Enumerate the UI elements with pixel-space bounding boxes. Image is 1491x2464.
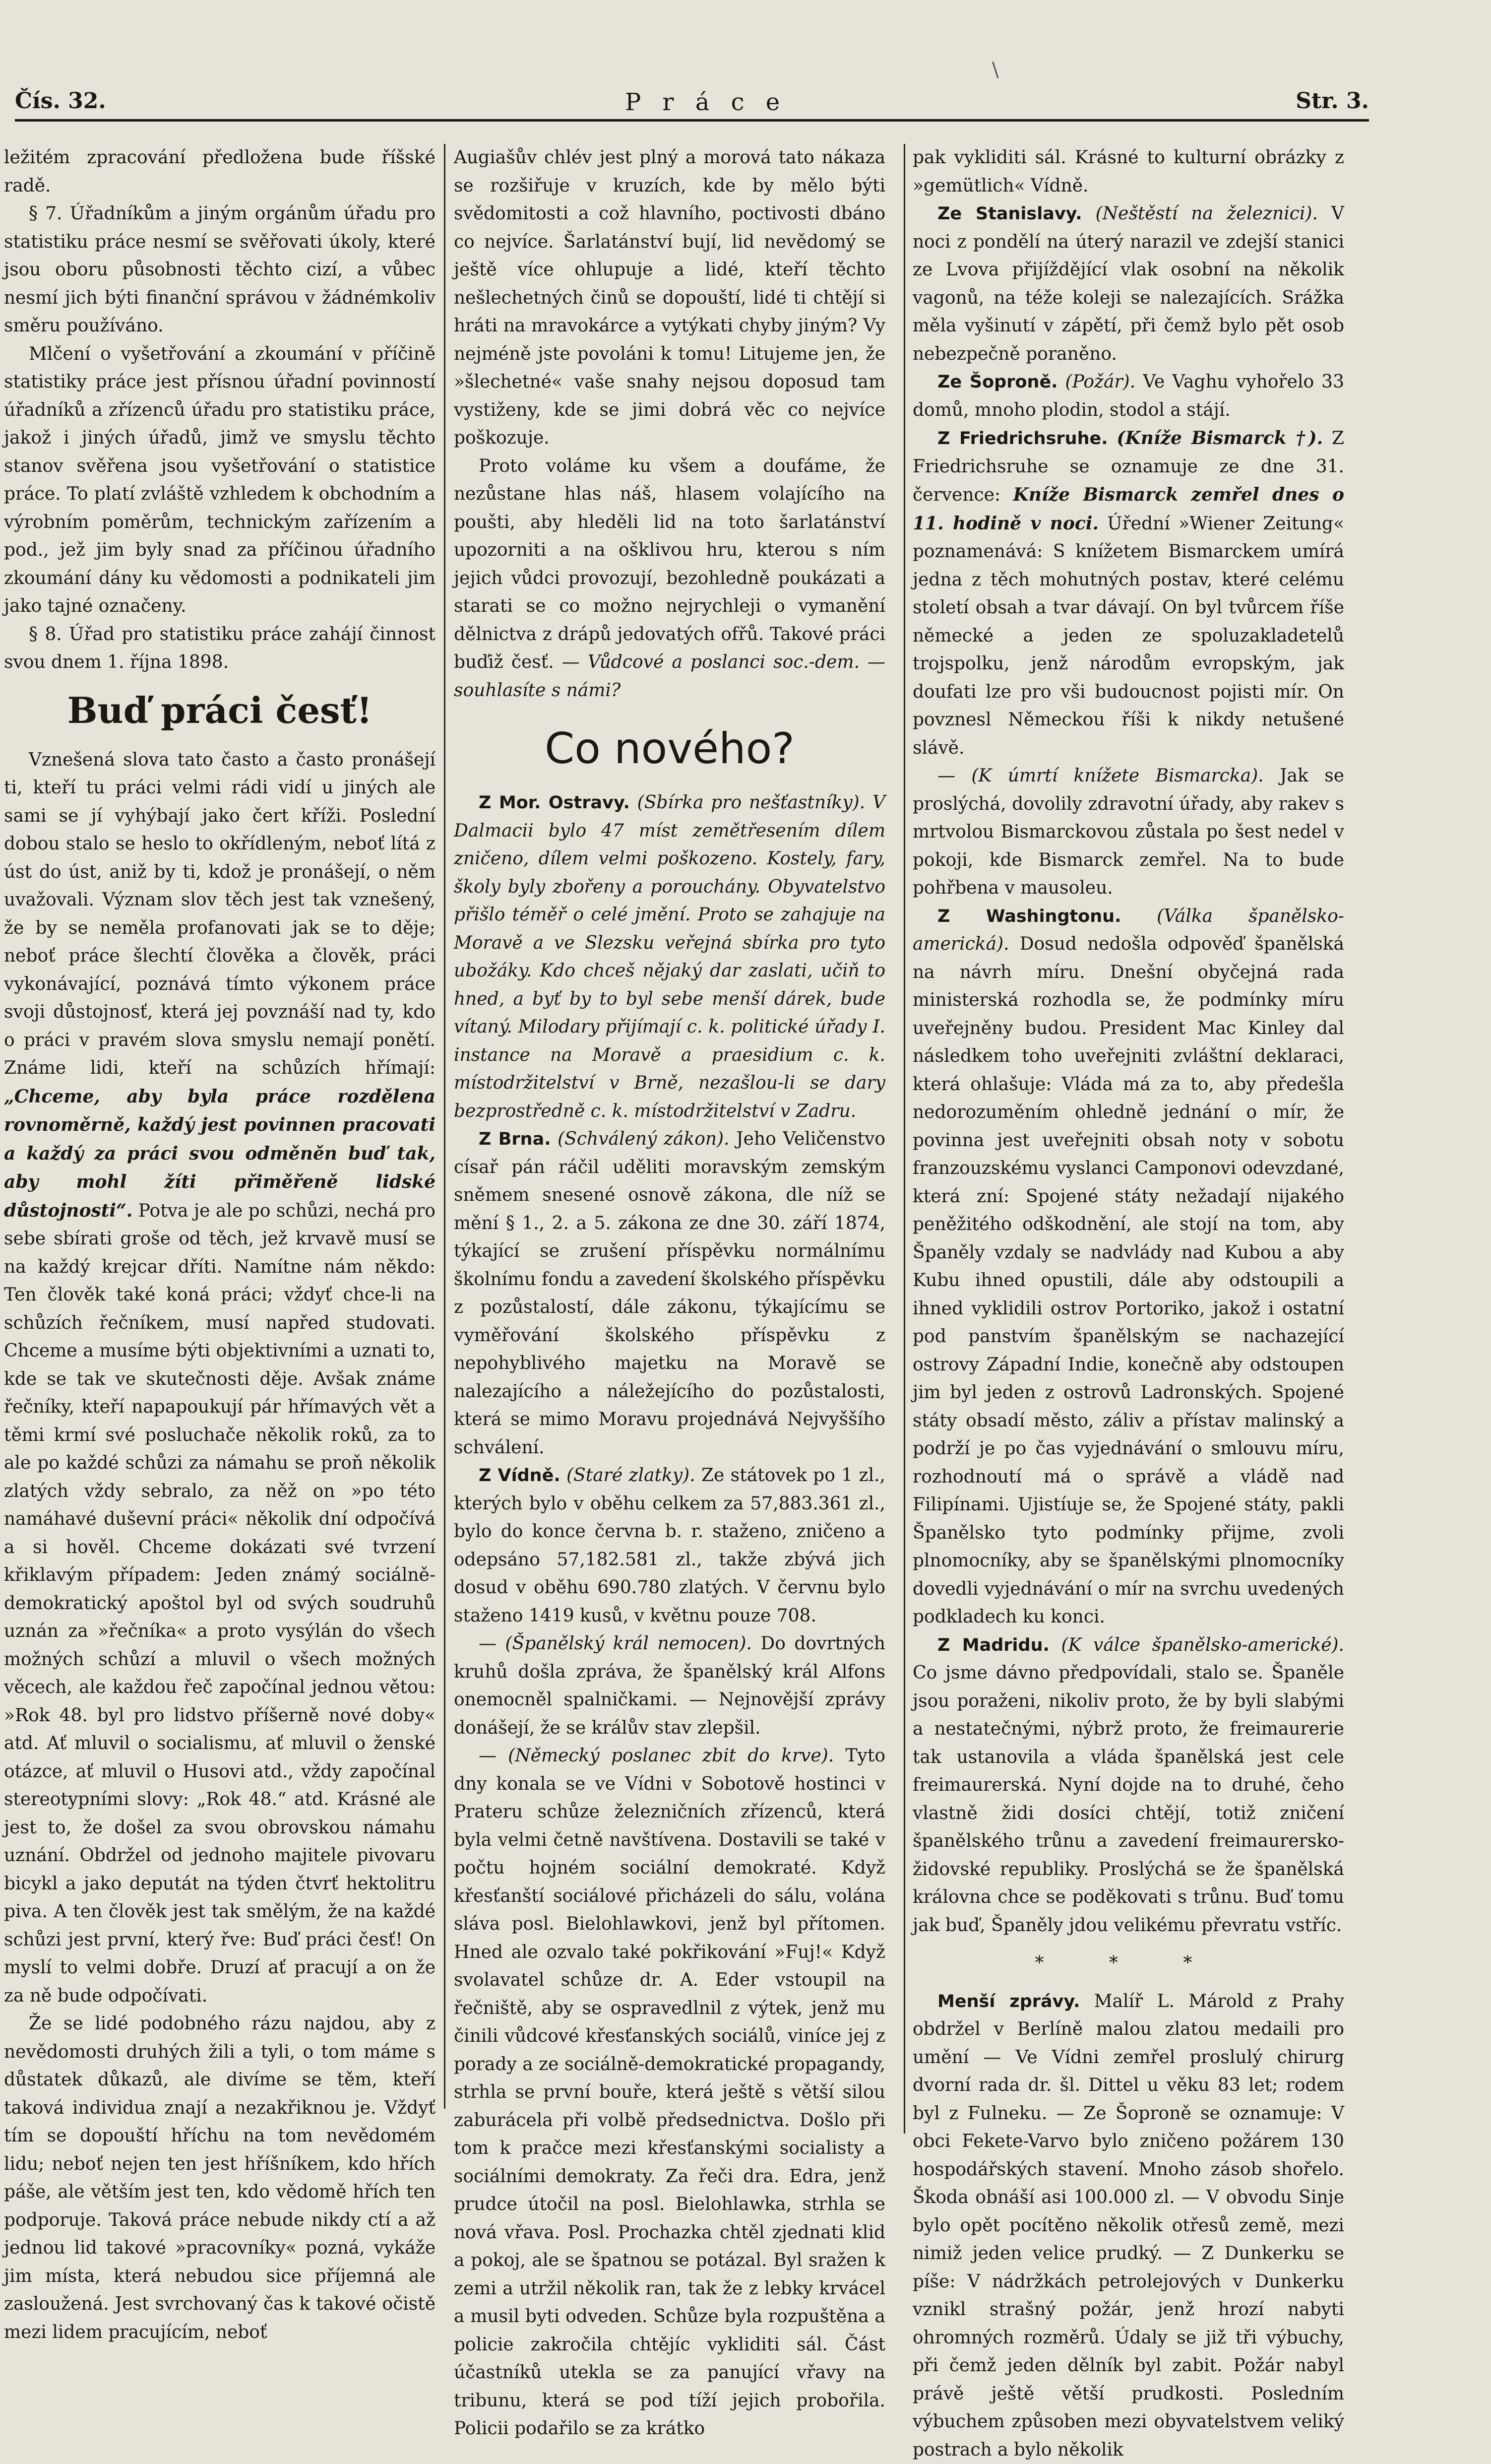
proto-text: Proto voláme ku všem a doufáme, že nezůstane hlas náš, hlasem volajícího na poušti, aby hleděli lid na toto šarlatánství upozorniti a na ošklivou hru, kterou s ním jejich vůdci provozují, bezohledně poukázati a starati se co možno nejrychleji o vymanění dělnictva z drápů jedovatých ofřů. Takové práci buďiž česť. —: [454, 456, 885, 673]
column-divider-1: [444, 144, 445, 2109]
news-spanish-king: [454, 1630, 885, 1742]
washington-text: Dosud nedošla odpověď španělská na návrh míru. Dnešní obyčejná rada ministerská rozhodla se, že podmínky míru uveřejněny budou. President Mac Kinley dal následkem toho uveřejniti zvláštní deklaraci, která ohlašuje: Vláda má za to, aby předešla nedorozuměním ohledně jednání o mír, že povinna jest uveřejniti obsah noty v sobotu franzouzskému vyslanci Camponovi odevzdané, která zní: Spojené státy nežadají nijakého peněžitého odškodnění, ale stojí na tom, aby Španěly vzdaly se nadvlády nad Kubou a aby Kubu ihned opustili, dále aby odstoupili a ihned vyklidili ostrov Portoriko, jakož i ostatní pod panstvím španělským se nachazející ostrovy Západní Indie, konečně aby odstoupen jim byl jeden z ostrovů Ladronských. Spojené státy obsadí město, záliv a přístav malinský a podrží je po čas vyjednávání o smlouvu míru, rozhodnoutí má o správě a vládě nad Filipínami. Ujistíuje se, že Spojené státy, pakli Španělsko tyto podmínky přijme, zvoli plnomocníky, aby se španělskými plnomocníky dovedli vyjednávání o mír na svrchu uvedených podkladech ku konci.: [913, 934, 1344, 1627]
vienna1-title: (Staré zlatky).: [566, 1465, 695, 1486]
article-paragraph-1: [4, 746, 435, 2010]
proto-closing: Vůdcové a poslanci soc.-dem. — souhlasíte s námi?: [454, 652, 885, 701]
minor-place: Menší zprávy.: [937, 1992, 1080, 2011]
news-stanislav: [913, 200, 1344, 368]
news-friedrichsruhe: [913, 424, 1344, 762]
ostrava-title: (Sbírka pro nešťastníky).: [637, 792, 866, 813]
king-text: Do dovrtných kruhů došla zpráva, že španělský král Alfons onemocněl spalničkami. — Nejnovější zprávy donášejí, že se králův stav zlepšil.: [454, 1633, 885, 1738]
section-8-paragraph: § 8. Úřad pro statistiku práce zahájí činnost svou dnem 1. října 1898.: [4, 621, 435, 677]
news-section-headline: Co nového?: [454, 721, 885, 776]
section-7-paragraph-b: Mlčení o vyšetřování a zkoumání v příčině statistiky práce jest přísnou úřadní povinností úřadníků a zřízenců úřadu pro statistiku práce, jakož i jiných úřadů, jimž ve smyslu těchto stanov svěřena jsou vyšetřování o statistice práce. To platí zvláště vzhledem k obchodním a výrobním poměrům, technickým zařízením a pod., jež jim byly snad za příčinou úřadního zkoumání dány ku vědomosti a podnikateli jim jako tajné označeny.: [4, 340, 435, 621]
friedrichsruhe-title: (Kníže Bismarck †).: [1117, 428, 1323, 449]
german-text: Tyto dny konala se ve Vídni v Sobotově hostinci v Prateru schůze železničních zřízenců, která byla velmi četně navštívena. Dostavili se také v počtu hojném sociální demokraté. Když křesťanští sociálové přicházeli do sálu, volána sláva posl. Bielohlawkovi, jenž byl přítomen. Hned ale ozvalo také pokřikování »Fuj!« Když svolavatel schůze dr. A. Eder vstoupil na řečniště, aby se ospravedlnil z výtek, jenž mu činili vůdcové křesťanských sociálů, viníce jej z porady a ze sociálně-demokratické propagandy, strhla se první bouře, která ještě s větší silou zaburácela při volbě předsednictva. Došlo při tom k pračce mezi křesťanskými socialisty a sociálními demokraty. Za řeči dra. Edra, jenž prudce útočil na posl. Bielohlawka, strhla se nová vřava. Posl. Prochazka chtěl zjednati klid a pokoj, ale se špatnou se potázal. Byl sražen k zemi a utržil několik ran, tak že z lebky krvácel a musil byti odveden. Schůze byla rozpuštěna a policie zakročila chtějíc vykliditi sál. Část účastníků utekla se za panující vřavy na tribunu, která se pod tíží jejich probořila. Policii podařilo se za krátko: [454, 1746, 885, 2439]
article-paragraph-2: Že se lidé podobného rázu najdou, aby z nevědomosti druhých žili a tyli, o tom máme s důstatek důkazů, ale divíme se těm, kteří taková individua znají a nezakřiknou je. Vždyť tím se dopouští hříchu na tom nevědomém lidu; neboť nejen ten jest hříšníkem, kdo hřích páše, ale větším jest ten, kdo vědomě hřích ten podporuje. Taková práce nebude nikdy ctí a až jednou lid takové »pracovníky« pozná, vykáže jim místa, která nebudou sice příjemná ale zasloužená. Jest svrchovaný čas k takové očistě mezi lidem pracujícím, neboť: [4, 2010, 435, 2346]
proto-paragraph: [454, 453, 885, 705]
washington-title: (Válka španělsko-americká).: [913, 906, 1344, 955]
column-3: [913, 144, 1344, 2129]
column-2: [454, 144, 885, 2129]
news-vienna-coins: [454, 1462, 885, 1630]
bismarck-death-text: Jak se proslýchá, dovolily zdravotní úřady, aby rakev s mrtvolou Bismarckovou zůstala po šest nedel v pokoji, kde Bismarck zemřel. Na to bude pohřbena v mausoleu.: [913, 766, 1344, 898]
column2-top-paragraph: Augiašův chlév jest plný a morová tato nákaza se rozšiřuje v kruzích, kde by mělo býti svědomitosti a což hlavního, poctivosti dbáno co nejvíce. Šarlatánství bují, lid nevědomý se ještě více ohlupuje a lidé, kteří těchto nešlechetných činů se dopouští, lidé ti chtějí si hráti na mravokárce a vytýkati chyby jiným? Vy nejméně jste povoláni k tomu! Litujeme jen, že »šlechetné« vaše snahy nejsou doposud tam vystiženy, kde se jimi dobrá věc co nejvíce poškozuje.: [454, 144, 885, 453]
ostrava-text: V Dalmacii bylo 47 míst zemětřesením dílem zničeno, dílem velmi poškozeno. Kostely, fary, školy byly zbořeny a porouchány. Obyvatelstvo přišlo téměř o celé jmění. Proto se zahajuje na Moravě a ve Slezsku veřejná sbírka pro tyto ubožáky. Kdo chceš nějaký dar zaslati, učiň to hned, a byť by to byl sebe menší dárek, bude vítaný. Milodary přijímají c. k. politické úřady I. instance na Moravě a praesidium c. k. místodržitelství v Brně, nezašlou-li se dary bezprostředně c. k. místodržitelství v Zadru.: [454, 792, 885, 1121]
news-minor: [913, 1988, 1344, 2464]
friedrichsruhe-text-a: Z Friedrichsruhe se oznamuje ze dne 31. července:: [913, 428, 1344, 505]
news-ostrava: [454, 789, 885, 1125]
brno-text: Jeho Veličenstvo císař pán ráčil uděliti moravským zemským sněmem snesené osnově zákona, dle níž se mění § 1., 2. a 5. zákona ze dne 30. září 1874, týkající se zrušení příspěvku normálnímu školnímu fondu a zavedení školského příspěvku z pozůstalostí, dále zákonu, týkajícímu se vyměřování školského příspěvku z nepohyblivého majetku na Moravě se nalezajícího a náležejícího do pozůstalosti, která se mimo Moravu projednává Nejvyššího schválení.: [454, 1129, 885, 1458]
intro-paragraph: ležitém zpracování předložena bude říšské radě.: [4, 144, 435, 200]
header-rule: [15, 119, 1369, 122]
friedrichsruhe-italic: Kníže Bismarck zemřel dnes o 11. hodině v noci.: [913, 484, 1344, 534]
news-washington: [913, 903, 1344, 1631]
friedrichsruhe-text-b: Úřední »Wiener Zeitung« poznamenává: S knížetem Bismarckem umírá jedna z těch mohutných postav, které celému století obsah a tvar dávají. On byl tvůrcem říše německé a jeden ze spoluzakladetelů trojspolku, jenž národům evropským, jak doufati lze pro vši budoucnost pojisti mír. On povznesl Německou říši k nikdy netušené slávě.: [913, 514, 1344, 758]
news-sopron: [913, 368, 1344, 424]
brno-title: (Schválený zákon).: [558, 1129, 729, 1149]
ostrava-place: Z Mor. Ostravy.: [479, 793, 630, 813]
section-7-paragraph-a: § 7. Úřadníkům a jiným orgánům úřadu pro statistiku práce nesmí se svěřovati úkoly, které jsou oboru působnosti těchto cizí, a vůbec nesmí jich býti finanční správou v žádnémkoliv směru používáno.: [4, 200, 435, 340]
brno-place: Z Brna.: [479, 1129, 551, 1149]
news-bismarck-death: [913, 762, 1344, 903]
stanislav-place: Ze Stanislavy.: [937, 204, 1082, 224]
king-title: — (Španělský král nemocen).: [479, 1633, 752, 1654]
sopron-title: (Požár).: [1065, 372, 1136, 392]
column-1: [4, 144, 435, 2104]
stanislav-text: V noci z pondělí na úterý narazil ve zdejší stanici ze Lvova přijíždějící vlak osobní na několik vagonů, na téže koleji se nalezajících. Srážka měla vyšinutí v zápětí, při čemž bylo pět osob nebezpečně poraněno.: [913, 203, 1344, 364]
newspaper-title: P r á c e: [625, 88, 787, 116]
article-text-1b: Potva je ale po schůzi, nechá pro sebe sbírati groše od těch, jež krvavě musí se na každý krejcar dříti. Namítne nám někdo: Ten člověk také koná práci; vždyť chce-li na schůzích řečníkem, musí napřed studovati. Chceme a musíme býti objektivními a uznati to, kde se tak ve skutečnosti děje. Avšak známe řečníky, kteří napapoukují pár hřímavých vět a těmi krmí své posluchače několik roků, za to ale po každé schůzi za námahu se proň několik zlatých vždy sebralo, za něž on »po této namáhavé duševní práci« několik dní odpočívá a si hověl. Chceme dokázati své tvrzení křiklavým případem: Jeden známý sociálně-demokratický apoštol byl od svých soudruhů uznán za »řečníka« a proto vysýlán do všech možných schůzí a mluvil o všech možných věcech, ale každou řeč započínal jednou větou: »Rok 48. byl pro lidstvo příšerně nové doby« atd. Ať mluvil o socialismu, ať mluvil o ženské otázce, ať mluvil o Husovi atd., vždy započínal stereotypními slovy: „Rok 48.“ atd. Krásné ale jest to, že došel za svou obrovskou námahu uznání. Obdržel od jednoho majitele pivovaru bicykl a jako deputát na týden čtvrť hektolitru piva. A ten člověk jest tak smělým, že na každé schůzi jest první, který řve: Buď práci česť! On myslí to velmi dobře. Druzí ať pracují a on že za ně bude odpočívati.: [4, 1201, 435, 2006]
print-speck: \: [992, 59, 998, 81]
washington-place: Z Washingtonu.: [937, 907, 1121, 926]
madrid-text: Co jsme dávno předpovídali, stalo se. Španěle jsou poraženi, nikoliv proto, že by byli slabými a nestatečnými, nýbrž proto, že freimaurerie tak ustanovila a vláda španělská jest cele freimaurerská. Nyní dojde na to druhé, čeho vlastně židi dosíci chtějí, totiž zničení španělského trůnu a zavedení freimaurersko-židovské republiky. Proslýchá se že španělská královna chce se poděkovati s trůnu. Buď tomu jak buď, Španěly jdou velikému převratu vstříc.: [913, 1663, 1344, 1936]
vienna1-text: Ze státovek po 1 zl., kterých bylo v oběhu celkem za 57,883.361 zl., bylo do konce června b. r. staženo, zničeno a odepsáno 57,182.581 zl., takže zbývá jich dosud v oběhu 690.780 zlatých. V červnu bylo staženo 1419 kusů, v květnu pouze 708.: [454, 1465, 885, 1626]
minor-text: Malíř L. Márold z Prahy obdržel v Berlíně malou zlatou medaili pro umění — Ve Vídni zemřel proslulý chirurg dvorní rada dr. šl. Dittel u věku 83 let; rodem byl z Fulneku. — Ze Šoproně se oznamuje: V obci Fekete-Varvo bylo zničeno požárem 130 hospodářských stavení. Mnoho zásob shořelo. Škoda obnáší asi 100.000 zl. — V obvodu Sinje bylo opět pocítěno několik otřesů země, mezi nimiž jeden velice prudký. — Z Dunkerku se píše: V nádržkách petrolejových v Dunkerku vznikl strašný požár, jenž hrozí nabyti ohromných rozměrů. Údaly se již tři výbuchy, při čemž jeden dělník byl zabit. Požár nabyl právě ještě větší prudkosti. Posledním výbuchem způsoben mezi obyvatelstvem veliký postrach a bylo několik: [913, 1991, 1344, 2460]
sopron-text: Ve Vaghu vyhořelo 33 domů, mnoho plodin, stodol a stájí.: [913, 372, 1344, 420]
column-divider-2: [904, 144, 905, 2134]
news-german-deputy: [454, 1742, 885, 2443]
section-separator-stars: * * *: [913, 1949, 1344, 1978]
stanislav-title: (Neštěstí na železnici).: [1096, 203, 1318, 224]
issue-number: Čís. 32.: [15, 88, 106, 114]
news-madrid: [913, 1631, 1344, 1940]
sopron-place: Ze Šoproně.: [937, 372, 1057, 392]
vienna1-place: Z Vídně.: [479, 1466, 560, 1486]
column3-top-paragraph: pak vykliditi sál. Krásné to kulturní obrázky z »gemütlich« Vídně.: [913, 144, 1344, 200]
madrid-title: (K válce španělsko-americké).: [1061, 1635, 1344, 1655]
german-title: — (Německý poslanec zbit do krve).: [479, 1746, 834, 1766]
page-number: Str. 3.: [1296, 88, 1369, 114]
article-headline: Buď práci česť!: [4, 686, 435, 735]
article-text-1: Vznešená slova tato často a často pronášejí ti, kteří tu práci velmi rádi vidí u jiných ale sami se jí vyhýbají jako čert kříži. Poslední dobou stalo se heslo to okřídleným, neboť lítá z úst do úst, aniž by ti, kdož je pronášejí, o něm uvažovali. Význam slov těch jest tak vznešený, že by se neměla profanovati jak se to děje; neboť práce šlechtí člověka a člověk, práci vykonávající, poznává tímto výkonem práce svoji důstojnosť, která jej povznáší nad ty, kdo o práci v pravém slova smyslu nemají ponětí. Známe lidi, kteří na schůzích hřímají:: [4, 750, 435, 1079]
bismarck-death-title: — (K úmrtí knížete Bismarcka).: [937, 766, 1264, 786]
madrid-place: Z Madridu.: [937, 1635, 1050, 1655]
article-quote: „Chceme, aby byla práce rozdělena rovnoměrně, každý jest povinnen pracovati a každý za práci svou odměněn buď tak, aby mohl žíti přiměřeně lidské důstojnosti“.: [4, 1086, 435, 1221]
news-brno: [454, 1125, 885, 1462]
friedrichsruhe-place: Z Friedrichsruhe.: [937, 429, 1108, 449]
